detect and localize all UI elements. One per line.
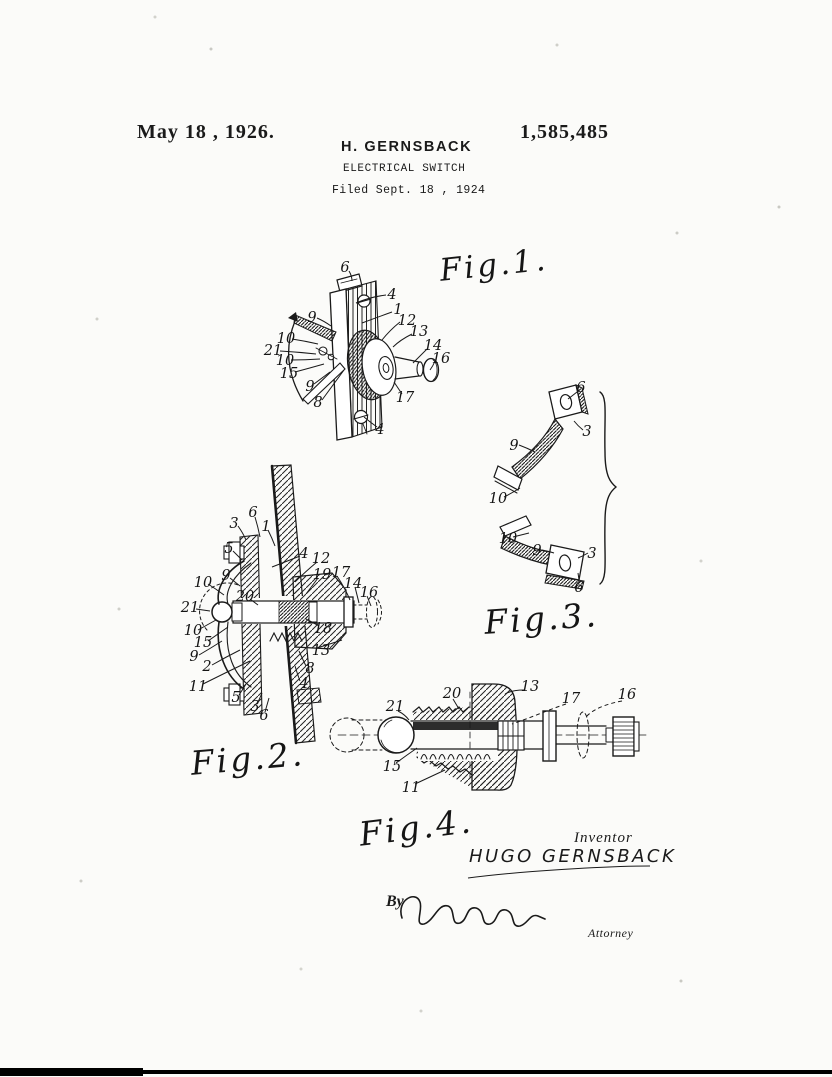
fig1-drawing (288, 274, 439, 440)
fig3-brace (600, 392, 616, 584)
ref-numeral: 10 (488, 491, 508, 507)
ref-numeral: 14 (343, 576, 363, 592)
ref-numeral: 20 (442, 686, 462, 702)
ref-numeral: 17 (561, 691, 581, 707)
ref-numeral: 18 (313, 621, 333, 637)
ref-numeral: 3 (229, 516, 239, 532)
ref-numeral: 19 (312, 567, 332, 583)
ref-numeral: 10 (193, 575, 213, 591)
inventor-name-underline (468, 866, 650, 878)
ref-numeral: 3 (582, 424, 592, 440)
ref-numeral: 9 (532, 543, 542, 559)
by-label: By (386, 893, 404, 910)
ref-numeral: 21 (263, 343, 283, 359)
ref-numeral: 5 (231, 690, 241, 706)
ref-numeral: 10 (275, 353, 295, 369)
ref-numeral: 21 (180, 600, 200, 616)
ref-numeral: 17 (331, 565, 351, 581)
ref-numeral: 4 (387, 287, 397, 303)
ref-numeral: 8 (313, 395, 323, 411)
inventor-signature-name: HUGO GERNSBACK (469, 846, 677, 867)
ref-numeral: 6 (340, 260, 350, 276)
fig2-drawing (200, 465, 382, 743)
patent-title: ELECTRICAL SWITCH (343, 163, 466, 175)
ref-numeral: 13 (520, 679, 540, 695)
ref-numeral: 6 (576, 380, 586, 396)
ref-numeral: 12 (397, 313, 417, 329)
ref-numeral: 17 (395, 390, 415, 406)
ref-numeral: 8 (305, 661, 315, 677)
ref-numeral: 6 (574, 580, 584, 596)
ref-numeral: 12 (311, 551, 331, 567)
ref-numeral: 10 (276, 331, 296, 347)
signature-strokes (401, 866, 650, 926)
ref-numeral: 10 (498, 531, 518, 547)
header-inventor-name: H. GERNSBACK (341, 139, 473, 155)
ref-numeral: 16 (617, 687, 637, 703)
fig4-caption: Fig.4. (357, 801, 476, 854)
filed-date-line: Filed Sept. 18 , 1924 (332, 184, 486, 197)
ref-numeral: 4 (299, 546, 309, 562)
fig2-caption: Fig.2. (189, 734, 307, 783)
fig3-drawing (494, 385, 616, 589)
fig1-caption: Fig.1. (438, 241, 550, 289)
ref-numeral: 9 (307, 310, 317, 326)
ref-numeral: 9 (221, 568, 231, 584)
ref-numeral: 3 (250, 699, 260, 715)
patent-number: 1,585,485 (520, 121, 609, 143)
ref-numeral: 20 (235, 589, 255, 605)
fig3-caption: Fig.3. (483, 595, 601, 642)
ref-numeral: 16 (359, 585, 379, 601)
inventor-label: Inventor (574, 830, 633, 846)
ref-numeral: 15 (193, 635, 213, 651)
ref-numeral: 15 (279, 366, 299, 382)
ref-numeral: 15 (382, 759, 402, 775)
ref-numeral: 6 (248, 505, 258, 521)
ref-numeral: 9 (189, 649, 199, 665)
ref-numeral: 13 (311, 643, 331, 659)
ref-numeral: 3 (587, 546, 597, 562)
ref-numeral: 5 (224, 541, 234, 557)
attorney-signature-scrawl (401, 897, 545, 926)
ref-numeral: 11 (188, 679, 208, 695)
ref-numeral: 1 (261, 519, 271, 535)
ref-numeral: 4 (375, 422, 385, 438)
ref-numeral: 6 (259, 708, 269, 724)
ref-numeral: 14 (423, 338, 443, 354)
ref-numeral: 13 (409, 324, 429, 340)
ref-numeral: 2 (202, 659, 212, 675)
ref-numeral: 9 (305, 379, 315, 395)
attorney-label: Attorney (588, 926, 634, 940)
ref-numeral: 16 (431, 351, 451, 367)
ref-numeral: 21 (385, 699, 405, 715)
ref-numeral: 11 (401, 780, 421, 796)
ref-numeral: 4 (299, 676, 309, 692)
ref-numeral: 10 (183, 623, 203, 639)
ref-numeral: 9 (509, 438, 519, 454)
fig4-drawing (330, 684, 648, 790)
ref-numeral: 1 (393, 302, 403, 318)
scan-edge-bar (0, 1068, 143, 1076)
patent-issue-date: May 18 , 1926. (137, 121, 275, 143)
